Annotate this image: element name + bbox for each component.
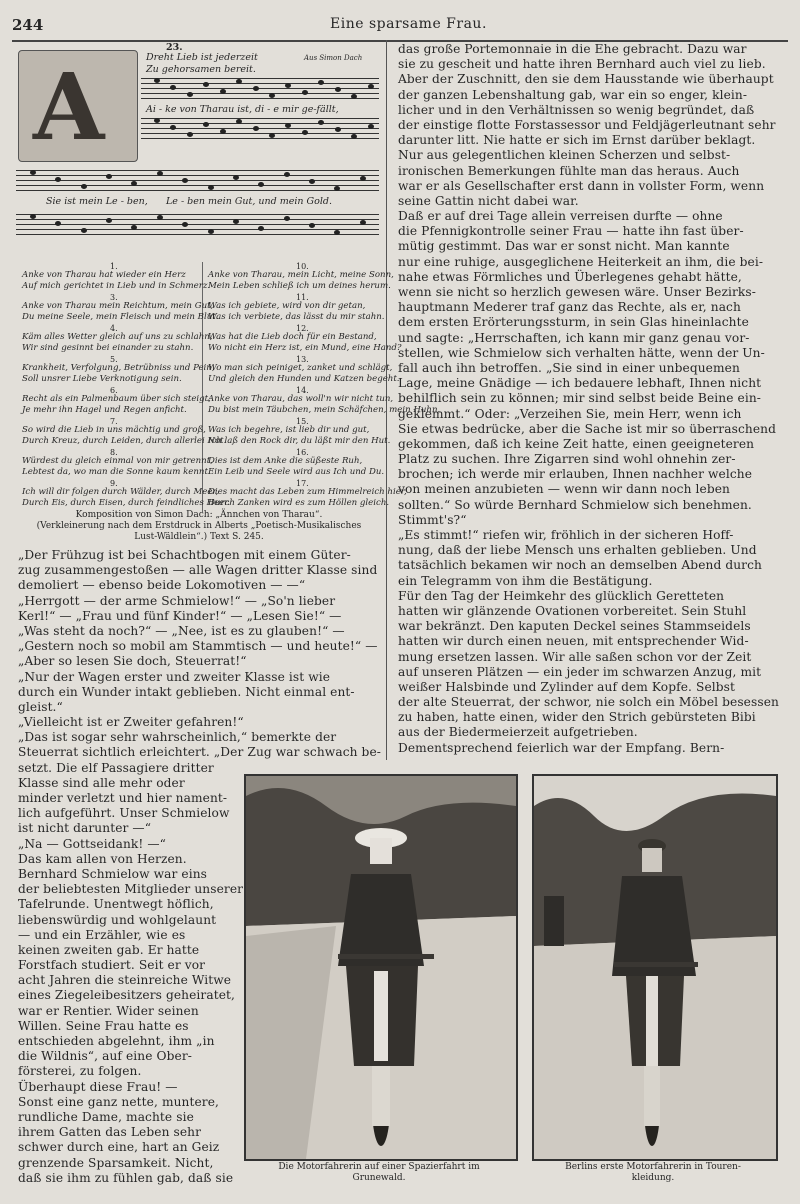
text-line: der einstige flotte Forstassessor und Feldjägerleutnant sehr	[398, 117, 776, 132]
text-line: demoliert — ebenso beide Lokomotiven — —“	[18, 578, 306, 593]
text-line: der alte Steuerrat, der schwor, nie solch ein Möbel besessen	[398, 695, 779, 710]
credit-line: (Verkleinerung nach dem Erstdruck in Alberts „Poetisch-Musikalisches	[36, 521, 362, 531]
page-number: 244	[12, 16, 44, 34]
text-line: ein Telegramm von ihm die Bestätigung.	[398, 573, 653, 588]
text-line: Willen. Seine Frau hatte es	[18, 1018, 189, 1033]
text-line: ihrem Gatten das Leben sehr	[18, 1125, 202, 1140]
stanza-line: So wird die Lieb in uns mächtig und groß,	[22, 425, 206, 435]
stanza-number: 17.	[296, 479, 309, 488]
stanza-number: 11.	[296, 293, 309, 302]
caption-line: Grunewald.	[352, 1173, 406, 1183]
text-line: „Vielleicht ist er Zweiter gefahren!“	[18, 715, 244, 730]
stanza-line: Anke von Tharau, mein Licht, meine Sonn,	[208, 270, 394, 280]
text-line: Für den Tag der Heimkehr des glücklich Geretteten	[398, 588, 725, 603]
stanza-line: Wo man sich peiniget, zanket und schlägt,	[208, 363, 393, 373]
text-line: gleist.“	[18, 699, 63, 714]
text-line: — und ein Erzähler, wie es	[18, 927, 186, 942]
text-line: „Aber so lesen Sie doch, Steuerrat!“	[18, 654, 247, 669]
text-line: mütig gestimmt. Das war er sonst nicht. Man kannte	[398, 239, 730, 254]
stanza-line: Je mehr ihn Hagel und Regen anficht.	[22, 405, 187, 415]
text-line: minder verletzt und hier nament-	[18, 791, 228, 805]
note-head	[335, 87, 341, 92]
note-head	[154, 78, 160, 83]
music-staff-1	[141, 78, 379, 101]
staff-lyric-3: Le - ben mein Gut, und mein Gold.	[166, 196, 332, 207]
caption-line: kleidung.	[631, 1173, 675, 1183]
text-line: „Na — Gottseidank! —“	[18, 836, 167, 851]
stanza-number: 15.	[296, 417, 309, 426]
stanza-line: Was ich begehre, ist lieb dir und gut,	[208, 425, 370, 435]
text-line: „Herrgott — der arme Schmielow!“ — „So'n lieber	[18, 593, 336, 608]
text-line: „Es stimmt!“ riefen wir, fröhlich in der sicheren Hoff-	[398, 528, 734, 542]
note-head	[220, 89, 226, 94]
song-number: 23.	[166, 42, 183, 53]
note-head	[220, 129, 226, 134]
note-head	[309, 179, 315, 184]
text-line: eines Ziegeleibesitzers geheiratet,	[18, 988, 236, 1003]
music-staff-3	[16, 170, 379, 193]
text-line: Steuerrat sichtlich erleichtert. „Der Zug war schwach be-	[18, 745, 381, 760]
note-head	[81, 228, 87, 233]
text-line: lich aufgeführt. Unser Schmielow	[18, 806, 230, 821]
text-line: durch ein Wunder intakt geblieben. Nicht einmal ent-	[18, 684, 355, 699]
text-line: hatten wir durch einen neuen, mit entsprechender Wid-	[398, 634, 749, 649]
text-line: nung, daß der liebe Mensch uns erhalten geblieben. Und	[398, 543, 757, 558]
note-head	[30, 170, 36, 175]
song-score	[16, 40, 382, 260]
text-line: aus der Biedermeierzeit aufgetrieben.	[398, 725, 638, 740]
staff-lyric-1: Ai - ke von Tharau ist, di - e mir ge-fällt,	[146, 104, 339, 115]
note-head	[302, 130, 308, 135]
stanza-line: Krankheit, Verfolgung, Betrübniss und Pein,	[22, 363, 215, 373]
stanza-line: Durch Zanken wird es zum Höllen gleich.	[208, 498, 390, 508]
credit-line: Lust-Wäldlein“.) Text S. 245.	[134, 532, 264, 542]
text-line: rundliche Dame, machte sie	[18, 1109, 194, 1124]
note-head	[309, 223, 315, 228]
caption-line: Die Motorfahrerin auf einer Spazierfahrt im	[278, 1162, 480, 1172]
text-line: Klasse sind alle mehr oder	[18, 775, 185, 790]
stanza-number: 8.	[110, 448, 118, 457]
text-line: zu haben, hatte einen, wider den Strich gebürsteten Bibi	[398, 710, 756, 725]
stanza-line: Du bist mein Täubchen, mein Schäfchen, mein Huhn.	[208, 405, 441, 415]
text-line: Aber der Zuschnitt, den sie dem Hausstande wie überhaupt	[398, 72, 774, 87]
text-line: „Der Frühzug ist bei Schachtbogen mit einem Güter-	[18, 548, 351, 562]
text-line: Sie etwas bedrücke, aber die Sache ist mir so überraschend	[398, 421, 776, 436]
stanza-line: Auf mich gerichtet in Lieb und in Schmerz.	[22, 281, 211, 291]
note-head	[368, 84, 374, 89]
stanza-line: Durch Eis, durch Eisen, durch feindliches Heer.	[22, 498, 231, 508]
note-head	[368, 124, 374, 129]
text-line: ist nicht darunter —“	[18, 821, 152, 836]
stanza-line: Durch Kreuz, durch Leiden, durch allerlei Not.	[22, 436, 227, 446]
credit-line: Komposition von Simon Dach: „Ännchen von Tharau“.	[75, 510, 323, 520]
note-head	[284, 216, 290, 221]
text-line: „Was steht da noch?“ — „Nee, ist es zu glauben!“ —	[18, 623, 345, 638]
text-line: liebenswürdig und wohlgelaunt	[18, 912, 217, 927]
text-line: Bernhard Schmielow war eins	[18, 866, 208, 881]
stanza-line: Anke von Tharau hat wieder ein Herz	[22, 270, 186, 280]
text-line: fall auch ihn betroffen. „Sie sind in einer unbequemen	[398, 360, 740, 375]
stanza-line: Lebtest da, wo man die Sonne kaum kennt.	[22, 467, 211, 477]
stanza-line: Recht als ein Palmenbaum über sich steigt,	[22, 394, 211, 404]
note-head	[81, 184, 87, 189]
stanza-number: 9.	[110, 479, 118, 488]
text-line: mung ersetzen lassen. Wir alle saßen schon vor der Zeit	[398, 649, 752, 664]
note-head	[253, 126, 259, 131]
text-line: auf unseren Plätzen — ein jeder im schwarzen Anzug, mit	[398, 664, 762, 679]
text-line: die Pfennigkontrolle seiner Frau — hatte ihn fast über-	[398, 224, 744, 239]
staff-lyric-2: Sie ist mein Le - ben,	[46, 196, 148, 207]
text-line: Lage, meine Gnädige — ich bedauere lebhaft, Ihnen nicht	[398, 376, 762, 391]
stanza-line: Soll unsrer Liebe Verknotigung sein.	[22, 374, 182, 384]
note-head	[208, 229, 214, 234]
stanza-line: Dies ist dem Anke die süßeste Ruh,	[208, 456, 363, 466]
text-line: entschieden abgelehnt, ihm „in	[18, 1034, 215, 1048]
text-line: und sagte: „Herrschaften, ich kann mir ganz genau vor-	[398, 330, 750, 345]
text-line: hauptmann Mederer traf ganz das Rechte, als er, nach	[398, 300, 741, 315]
note-head	[233, 219, 239, 224]
text-line: dem ersten Erörterungssturm, in sein Glas hineinlachte	[398, 315, 749, 330]
text-line: war er Rentier. Wider seinen	[18, 1003, 199, 1018]
photo-caption-right	[532, 1162, 774, 1184]
text-line: Stimmt's?“	[398, 512, 467, 527]
stanza-number: 14.	[296, 386, 309, 395]
stanza-line: Anke von Tharau mein Reichtum, mein Gut,	[22, 301, 214, 311]
text-line: licher und in den Verhältnissen so wenig begründet, daß	[398, 102, 755, 117]
running-title: Eine sparsame Frau.	[330, 16, 487, 32]
text-line: von meinen anzubieten — wenn wir dann noch leben	[398, 482, 730, 497]
caption-line: Berlins erste Motorfahrerin in Touren-	[565, 1162, 741, 1172]
note-head	[208, 185, 214, 190]
note-head	[335, 127, 341, 132]
text-line: Das kam allen von Herzen.	[18, 851, 187, 866]
text-line: „Das ist sogar sehr wahrscheinlich,“ bemerkte der	[18, 730, 337, 745]
stanza-number: 3.	[110, 293, 118, 302]
text-line: war bekränzt. Den kaputen Deckel seines Stammseidels	[398, 619, 751, 634]
note-head	[157, 171, 163, 176]
song-title-line-1: Dreht Lieb ist jederzeit	[146, 52, 258, 63]
text-line: hatten wir glänzende Ovationen vorbereitet. Sein Stuhl	[398, 603, 747, 618]
stanza-number: 5.	[110, 355, 118, 364]
stanza-line: Was ich gebiete, wird von dir getan,	[208, 301, 366, 311]
text-line: försterei, zu folgen.	[18, 1064, 142, 1079]
note-head	[157, 215, 163, 220]
page-header	[0, 10, 800, 38]
stanza-line: Wir sind gesinnt bei einander zu stahn.	[22, 343, 194, 353]
stanza-line: Mein Leben schließ ich um deines herum.	[208, 281, 391, 291]
stanza-line: Käm alles Wetter gleich auf uns zu schlahn,	[22, 332, 213, 342]
text-line: Dementsprechend feierlich war der Empfang. Bern-	[398, 740, 725, 755]
text-line: „Nur der Wagen erster und zweiter Klasse ist wie	[18, 669, 331, 684]
stanza-line: Wo nicht ein Herz ist, ein Mund, eine Hand?	[208, 343, 402, 353]
note-head	[187, 132, 193, 137]
text-line: Nur aus gelegentlichen kleinen Scherzen und selbst-	[398, 148, 731, 163]
stanza-number: 16.	[296, 448, 309, 457]
stanza-line: Ein Leib und Seele wird aus Ich und Du.	[208, 467, 385, 477]
text-line: acht Jahren die steinreiche Witwe	[18, 973, 232, 988]
text-line: der ganzen Lebenshaltung gab, war ein so enger, klein-	[398, 87, 748, 102]
note-head	[154, 118, 160, 123]
text-line: stellen, wie Schmielow sich verhalten hätte, wenn der Un-	[398, 345, 765, 360]
stanza-number: 6.	[110, 386, 118, 395]
text-line: daß sie ihm zu fühlen gab, daß sie	[18, 1170, 234, 1185]
text-line: brochen; ich werde mir erlauben, Ihnen nachher welche	[398, 467, 753, 482]
photo-motorcyclist-grunewald	[244, 774, 518, 1161]
stanza-line: Ich will dir folgen durch Wälder, durch Meer,	[22, 487, 219, 497]
text-line: Überhaupt diese Frau! —	[18, 1079, 178, 1094]
text-line: darunter litt. Nie hatte er sich im Ernst darüber beklagt.	[398, 133, 756, 148]
music-staff-2	[141, 118, 379, 141]
text-line: gekommen, daß ich keine Zeit hatte, einen geeigneteren	[398, 436, 755, 451]
score-credit	[16, 510, 382, 543]
stanza-number: 13.	[296, 355, 309, 364]
text-line: das große Portemonnaie in die Ehe gebracht. Dazu war	[398, 42, 747, 56]
text-line: Sonst eine ganz nette, muntere,	[18, 1094, 220, 1109]
text-line: wenn sie nicht so herzlich gewesen wäre. Unser Bezirks-	[398, 285, 756, 299]
text-line: die Wildnis“, auf eine Ober-	[18, 1049, 192, 1064]
photo-caption-left	[244, 1162, 514, 1184]
text-line: weißer Halsbinde und Zylinder auf dem Kopfe. Selbst	[398, 679, 736, 694]
note-head	[187, 92, 193, 97]
photo-motorcyclist-touring	[532, 774, 778, 1161]
text-line: war er als Gesellschafter erst dann in vollster Form, wenn	[398, 178, 765, 193]
note-head	[269, 133, 275, 138]
text-line: seine Gattin nicht dabei war.	[398, 193, 579, 208]
stanza-number: 4.	[110, 324, 118, 333]
stanza-line: Was hat die Lieb doch für ein Bestand,	[208, 332, 377, 342]
text-line: Tafelrunde. Unentwegt höflich,	[18, 897, 214, 912]
text-line: der beliebtesten Mitglieder unserer	[18, 882, 244, 897]
text-line: sie zu gescheit und hatte ihren Bernhard auch viel zu lieb.	[398, 57, 766, 72]
music-staff-4	[16, 214, 379, 237]
text-line: nahe etwas Förmliches und Überlegenes gehabt hätte,	[398, 269, 742, 284]
stanza-line: Anke von Tharau, das woll'n wir nicht tun,	[208, 394, 394, 404]
note-head	[284, 172, 290, 177]
stanza-line: Dies macht das Leben zum Himmelreich hier,	[208, 487, 407, 497]
note-head	[269, 93, 275, 98]
photo-image-left	[246, 776, 516, 1159]
stanza-line: Würdest du gleich einmal von mir getrennt,	[22, 456, 213, 466]
stanza-number: 12.	[296, 324, 309, 333]
text-line: geklemmt.“ Oder: „Verzeihen Sie, mein Herr, wenn ich	[398, 406, 742, 421]
note-head	[302, 90, 308, 95]
text-line: tatsächlich bekamen wir noch an demselben Abend durch	[398, 558, 762, 573]
stanza-number: 7.	[110, 417, 118, 426]
text-line: sollten.“ So würde Bernhard Schmielow sich benehmen.	[398, 497, 752, 512]
text-line: „Gestern noch so mobil am Stammtisch — und heute!“ —	[18, 639, 378, 654]
stanza-line: Und gleich den Hunden und Katzen begeht.	[208, 374, 400, 384]
text-line: Forstfach studiert. Seit er vor	[18, 958, 206, 973]
photo-image-right	[534, 776, 776, 1159]
song-composer: Aus Simon Dach	[304, 54, 363, 62]
text-line: Platz zu suchen. Ihre Zigarren sind wohl ohnehin zer-	[398, 452, 736, 467]
note-head	[30, 214, 36, 219]
text-line: nur eine ruhige, ausgeglichene Heiterkeit an ihm, die bei-	[398, 254, 764, 269]
note-head	[253, 86, 259, 91]
stanza-line: Ich laß den Rock dir, du läßt mir den Hut.	[208, 436, 391, 446]
song-title-line-2: Zu gehorsamen bereit.	[146, 64, 256, 75]
note-head	[360, 220, 366, 225]
note-head	[360, 176, 366, 181]
note-head	[233, 175, 239, 180]
text-line: grenzende Sparsamkeit. Nicht,	[18, 1155, 214, 1170]
right-text-column	[398, 42, 779, 756]
stanza-line: Du meine Seele, mein Fleisch und mein Blut.	[22, 312, 219, 322]
text-line: keinen zweiten gab. Er hatte	[18, 942, 200, 957]
stanza-line: Was ich verbiete, das lässt du mir stahn.	[208, 312, 385, 322]
text-line: setzt. Die elf Passagiere dritter	[18, 760, 214, 775]
stanza-number: 10.	[296, 262, 309, 271]
decorative-initial-a: A	[18, 50, 138, 162]
text-line: schwer durch eine, hart an Geiz	[18, 1140, 220, 1155]
text-line: Daß er auf drei Tage allein verreisen durfte — ohne	[398, 209, 723, 224]
text-line: behilflich sein zu können; mir sind selbst beide Beine ein-	[398, 391, 762, 406]
text-line: zug zusammengestoßen — alle Wagen dritter Klasse sind	[18, 563, 378, 578]
text-line: Kerl!“ — „Frau und fünf Kinder!“ — „Lesen Sie!“ —	[18, 608, 342, 623]
stanza-number: 1.	[110, 262, 118, 271]
text-line: ironischen Bemerkungen fühlte man das heraus. Auch	[398, 163, 740, 178]
